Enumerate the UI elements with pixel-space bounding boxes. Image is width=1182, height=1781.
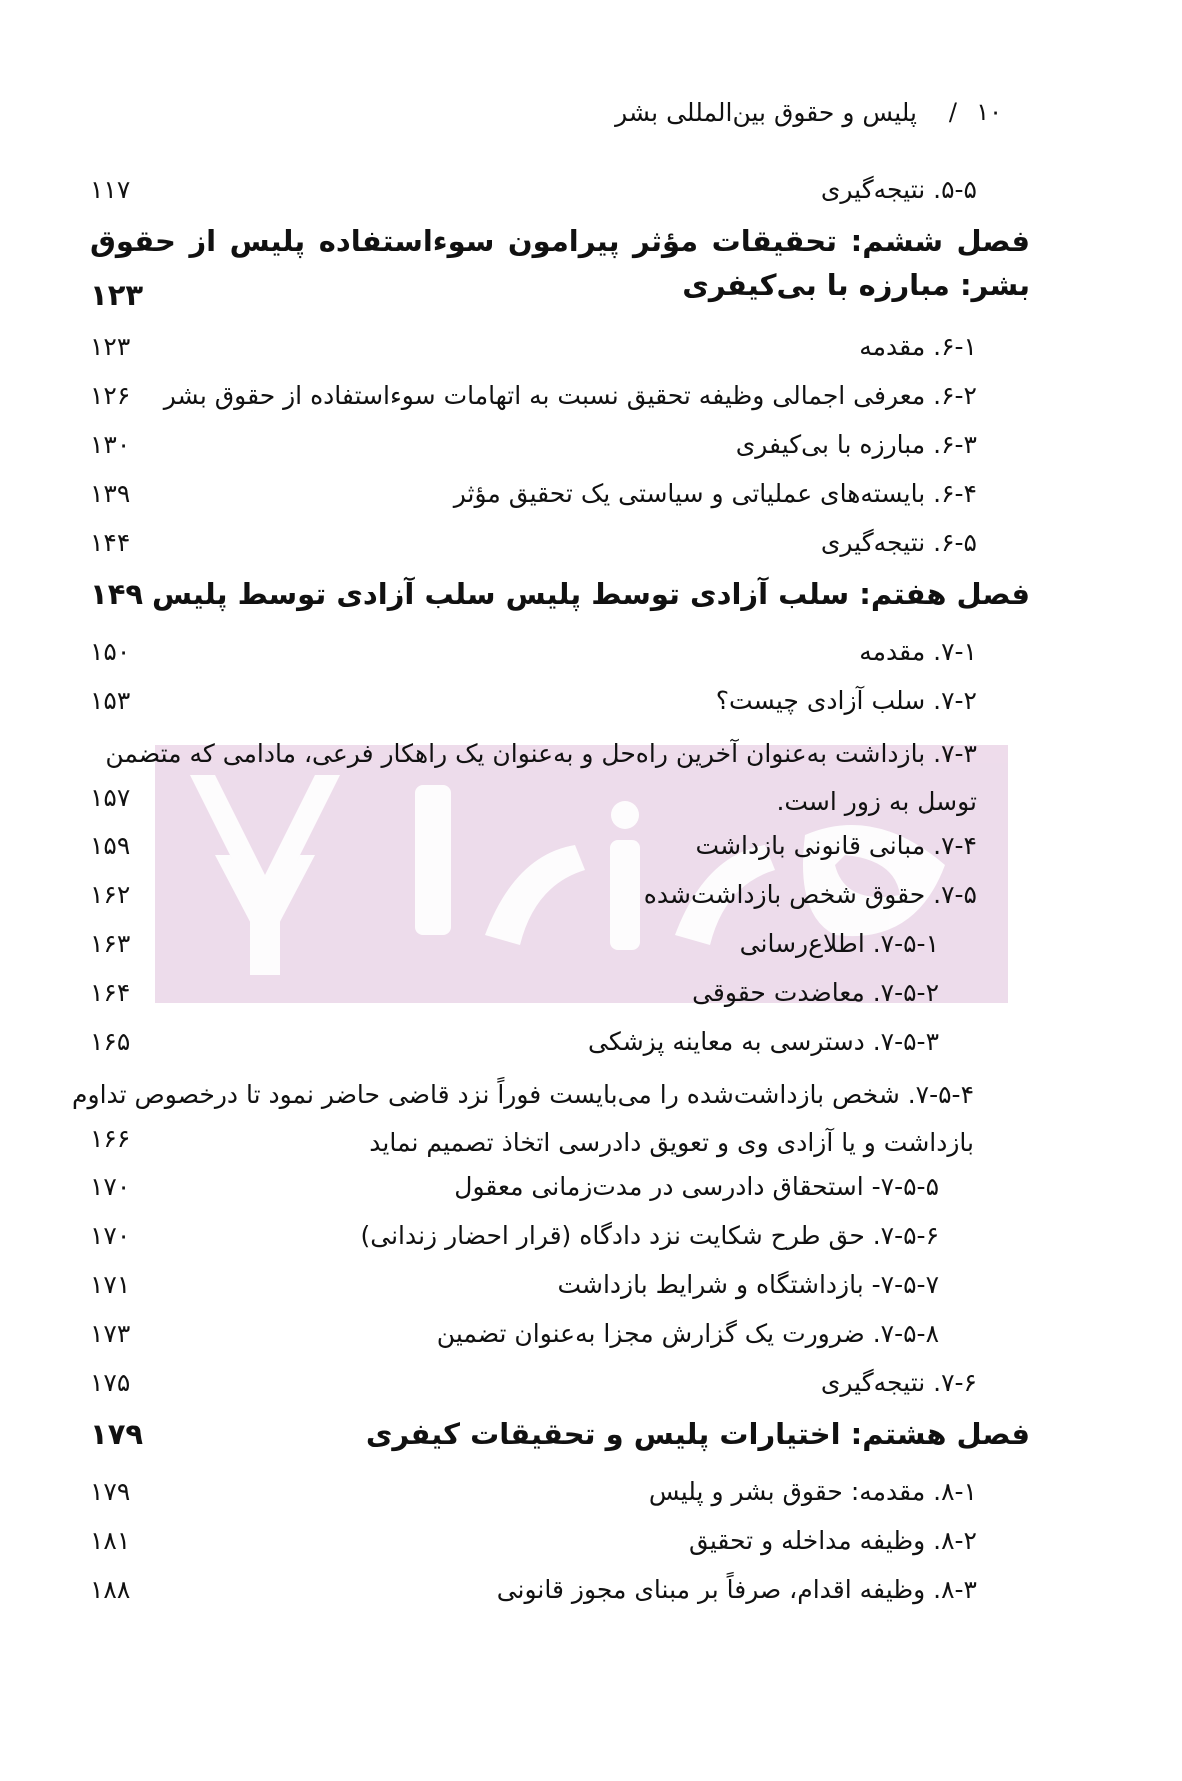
toc-chapter-page: ۱۷۹ xyxy=(90,1417,144,1451)
toc-subentry[interactable] xyxy=(0,1314,1182,1363)
toc-subentry-title: ۷-۵-۲. معاضدت حقوقی xyxy=(692,978,939,1007)
page-header xyxy=(0,98,1182,138)
toc-entry-page: ۱۱۷ xyxy=(90,175,131,204)
toc-subentry-title: ۷-۵-۵- استحقاق دادرسی در مدت‌زمانی معقول xyxy=(454,1172,939,1201)
toc-subentry-page: ۱۷۰ xyxy=(90,1221,131,1250)
toc-chapter[interactable] xyxy=(0,219,1182,327)
toc-subentry-title: ۷-۵-۴. شخص بازداشت‌شده را می‌بایست فوراً نزد قاضی حاضر نمود تا درخصوص تداوم بازداشت و یا آزادی وی و تعویق دادرسی اتخاذ تصمیم نماید xyxy=(72,1080,974,1157)
toc-subentry-page: ۱۶۵ xyxy=(90,1027,131,1056)
toc-entry-title: ۸-۱. مقدمه: حقوق بشر و پلیس xyxy=(648,1477,977,1506)
toc-subentry[interactable] xyxy=(0,1071,1182,1167)
toc-entry-title: ۷-۶. نتیجه‌گیری xyxy=(820,1368,977,1397)
toc-entry[interactable] xyxy=(0,170,1182,219)
toc-entry-page: ۱۲۶ xyxy=(90,381,131,410)
toc-chapter-page: ۱۲۳ xyxy=(90,278,144,312)
toc-entry[interactable] xyxy=(0,425,1182,474)
toc-subentry[interactable] xyxy=(0,1265,1182,1314)
toc-entry-page: ۱۷۹ xyxy=(90,1477,131,1506)
toc-entry-title: ۷-۱. مقدمه xyxy=(859,637,977,666)
book-title: پلیس و حقوق بین‌المللی بشر xyxy=(615,98,917,127)
toc-subentry[interactable] xyxy=(0,1022,1182,1071)
toc-subentry[interactable] xyxy=(0,1167,1182,1216)
toc-entry-title: ۷-۴. مبانی قانونی بازداشت xyxy=(695,831,977,860)
toc-subentry-title: ۷-۵-۳. دسترسی به معاینه پزشکی xyxy=(588,1027,939,1056)
toc-entry-title: ۵-۵. نتیجه‌گیری xyxy=(820,175,977,204)
toc-subentry[interactable] xyxy=(0,1216,1182,1265)
toc-entry-title: ۸-۲. وظیفه مداخله و تحقیق xyxy=(689,1526,977,1555)
toc-entry[interactable] xyxy=(0,681,1182,730)
toc-entry-page: ۱۴۴ xyxy=(90,528,131,557)
toc-entry-page: ۱۵۷ xyxy=(90,783,131,812)
toc-entry-page: ۱۵۹ xyxy=(90,831,131,860)
toc-subentry-page: ۱۷۳ xyxy=(90,1319,131,1348)
toc-entry[interactable] xyxy=(0,523,1182,572)
toc-subentry-page: ۱۶۶ xyxy=(90,1124,131,1153)
toc-entry-title: ۷-۲. سلب آزادی چیست؟ xyxy=(715,686,977,715)
toc-chapter[interactable] xyxy=(0,1412,1182,1472)
toc-entry-title: ۶-۱. مقدمه xyxy=(859,332,977,361)
toc-entry-page: ۱۶۲ xyxy=(90,880,131,909)
toc-entry-page: ۱۳۹ xyxy=(90,479,131,508)
toc-subentry[interactable] xyxy=(0,973,1182,1022)
table-of-contents xyxy=(0,170,1182,1619)
toc-subentry-page: ۱۶۴ xyxy=(90,978,131,1007)
toc-entry-title: ۶-۵. نتیجه‌گیری xyxy=(820,528,977,557)
toc-entry[interactable] xyxy=(0,875,1182,924)
toc-subentry-page: ۱۷۱ xyxy=(90,1270,131,1299)
toc-subentry[interactable] xyxy=(0,924,1182,973)
toc-entry[interactable] xyxy=(0,327,1182,376)
toc-entry-title: ۶-۴. بایسته‌های عملیاتی و سیاستی یک تحقیق مؤثر xyxy=(453,479,977,508)
toc-entry[interactable] xyxy=(0,1363,1182,1412)
toc-entry-page: ۱۳۰ xyxy=(90,430,131,459)
toc-entry-title: ۶-۲. معرفی اجمالی وظیفه تحقیق نسبت به اتهامات سوءاستفاده از حقوق بشر xyxy=(163,381,977,410)
page-number: ۱۰ xyxy=(976,98,1002,126)
toc-entry-page: ۱۲۳ xyxy=(90,332,131,361)
toc-entry[interactable] xyxy=(0,826,1182,875)
toc-entry[interactable] xyxy=(0,474,1182,523)
toc-subentry-page: ۱۶۳ xyxy=(90,929,131,958)
toc-subentry-title: ۷-۵-۷- بازداشتگاه و شرایط بازداشت xyxy=(557,1270,939,1299)
toc-subentry-title: ۷-۵-۸. ضرورت یک گزارش مجزا به‌عنوان تضمین xyxy=(436,1319,939,1348)
toc-entry[interactable] xyxy=(0,376,1182,425)
toc-entry-page: ۱۸۱ xyxy=(90,1526,131,1555)
toc-subentry-title: ۷-۵-۶. حق طرح شکایت نزد دادگاه (قرار احضار زندانی) xyxy=(360,1221,939,1250)
toc-chapter-title: فصل هفتم: سلب آزادی توسط پلیس سلب آزادی توسط پلیس xyxy=(151,577,1030,611)
toc-entry-title: ۶-۳. مبارزه با بی‌کیفری xyxy=(735,430,977,459)
toc-entry-page: ۱۵۰ xyxy=(90,637,131,666)
toc-entry[interactable] xyxy=(0,632,1182,681)
toc-entry-title: ۷-۵. حقوق شخص بازداشت‌شده xyxy=(643,880,977,909)
toc-entry-title: ۷-۳. بازداشت به‌عنوان آخرین راه‌حل و به‌عنوان یک راهکار فرعی، مادامی که متضمن توسل به زور است. xyxy=(105,739,977,816)
toc-entry-page: ۱۸۸ xyxy=(90,1575,131,1604)
toc-entry-title: ۸-۳. وظیفه اقدام، صرفاً بر مبنای مجوز قانونی xyxy=(496,1575,977,1604)
toc-chapter-title: فصل ششم: تحقیقات مؤثر پیرامون سوءاستفاده پلیس از حقوق بشر: مبارزه با بی‌کیفری xyxy=(90,224,1030,302)
toc-entry[interactable] xyxy=(0,1570,1182,1619)
toc-chapter-page: ۱۴۹ xyxy=(90,577,144,611)
toc-entry-page: ۱۷۵ xyxy=(90,1368,131,1397)
toc-subentry-page: ۱۷۰ xyxy=(90,1172,131,1201)
toc-entry[interactable] xyxy=(0,1472,1182,1521)
toc-subentry-title: ۷-۵-۱. اطلاع‌رسانی xyxy=(739,929,939,958)
toc-entry-page: ۱۵۳ xyxy=(90,686,131,715)
toc-chapter-title: فصل هشتم: اختیارات پلیس و تحقیقات کیفری xyxy=(365,1417,1030,1451)
toc-chapter[interactable] xyxy=(0,572,1182,632)
toc-entry[interactable] xyxy=(0,1521,1182,1570)
toc-entry[interactable] xyxy=(0,730,1182,826)
header-separator: / xyxy=(948,98,957,126)
